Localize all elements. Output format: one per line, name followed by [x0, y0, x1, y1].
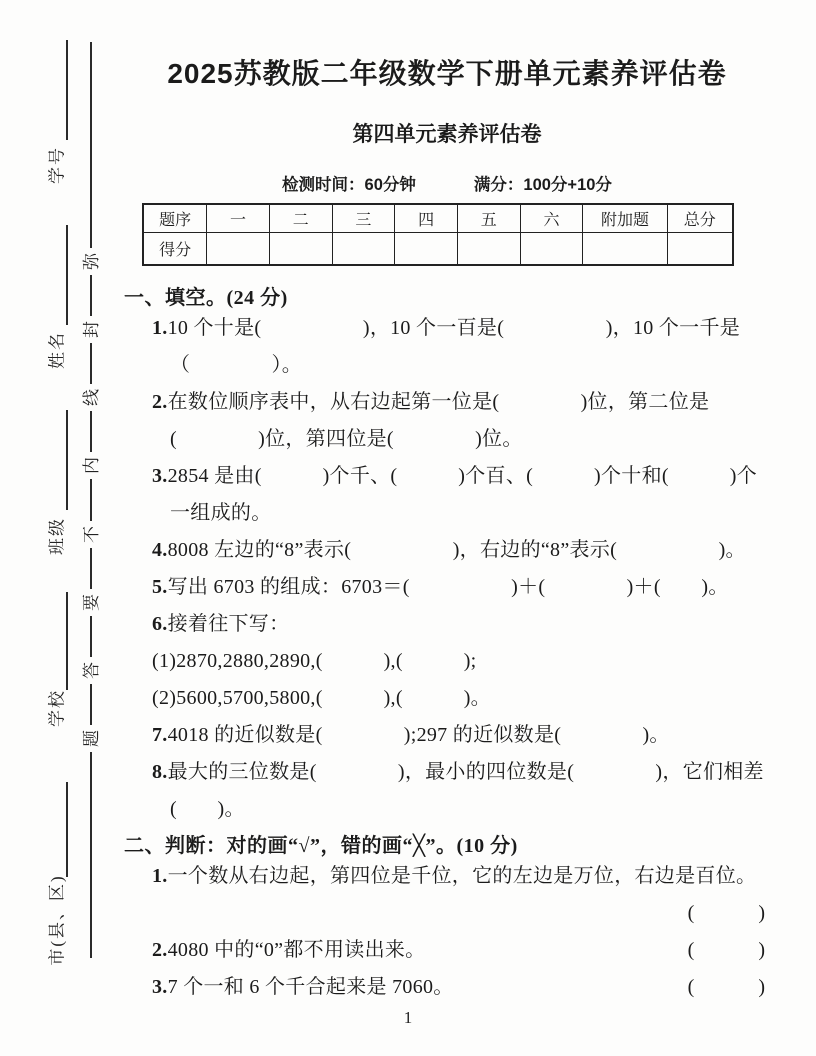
exam-fullscore-label: 满分：100分+10分 — [473, 176, 612, 194]
score-table-header-row — [143, 204, 733, 233]
class-blank-line — [66, 410, 68, 510]
seal-line-segment — [90, 548, 92, 589]
seal-line-segment — [90, 616, 92, 657]
seal-text-char: 弥 — [81, 252, 101, 270]
city-district-blank-line — [66, 782, 68, 877]
exam-info-row — [122, 171, 772, 195]
score-row-label: 得分 — [143, 233, 207, 266]
score-table-header-cell: 二 — [269, 204, 332, 233]
question-item — [152, 458, 772, 532]
unit-title: 第四单元素养评估卷 — [352, 123, 542, 146]
exam-time-label: 检测时间：60分钟 — [282, 176, 416, 194]
seal-line-segment — [90, 684, 92, 725]
score-cell-empty — [269, 233, 332, 266]
class-label: 班级 — [47, 517, 67, 555]
score-cell-empty — [395, 233, 458, 266]
score-table-header-cell: 题序 — [143, 204, 207, 233]
score-cell-empty — [207, 233, 270, 266]
city-district-label: 市(县、区) — [47, 874, 67, 966]
score-cell-empty — [667, 233, 733, 266]
question-item — [152, 717, 772, 754]
section2-heading: 二、判断：对的画“√”，错的画“╳”。(10 分) — [124, 835, 518, 857]
seal-text-char: 内 — [81, 457, 101, 475]
score-cell-empty — [583, 233, 667, 266]
question-number: 8. — [152, 761, 168, 783]
question-text: 7 个一和 6 个千合起来是 7060。 — [167, 976, 454, 998]
question-number: 4. — [152, 539, 168, 561]
question-item — [152, 754, 772, 828]
question-subitem — [152, 680, 772, 717]
student-name-blank-line — [66, 225, 68, 325]
question-item — [152, 606, 772, 643]
judge-item — [152, 932, 772, 969]
answer-paren: ( ) — [687, 939, 766, 961]
score-table-header-cell: 四 — [395, 204, 458, 233]
score-table-header-cell: 六 — [520, 204, 583, 233]
score-table — [142, 203, 734, 266]
score-cell-empty — [457, 233, 520, 266]
student-number-label: 学号 — [47, 146, 67, 184]
question-item — [152, 384, 772, 458]
seal-line-segment — [90, 752, 92, 958]
answer-paren: ( ) — [687, 976, 766, 998]
question-number: 7. — [152, 724, 168, 746]
judge-item — [152, 969, 772, 1006]
exam-title: 2025苏教版二年级数学下册单元素养评估卷 — [167, 58, 727, 89]
seal-line-column — [81, 42, 101, 958]
page-number: 1 — [403, 1008, 413, 1027]
question-number: 2. — [152, 939, 168, 961]
question-text: 一个数从右边起，第四位是千位，它的左边是万位，右边是百位。 — [167, 865, 757, 887]
seal-text-char: 封 — [81, 321, 101, 339]
score-cell-empty — [520, 233, 583, 266]
seal-line-segment — [90, 411, 92, 452]
question-text: 4080 中的“0”都不用读出来。 — [167, 939, 426, 961]
question-text: 4018 的近似数是( );297 的近似数是( )。 — [167, 724, 670, 746]
score-table-header-cell: 总分 — [667, 204, 733, 233]
score-cell-empty — [332, 233, 395, 266]
question-number: 1. — [152, 865, 168, 887]
score-table-header-cell: 附加题 — [583, 204, 667, 233]
seal-line-segment — [90, 42, 92, 248]
question-text: 写出 6703 的组成：6703＝( )＋( )＋( )。 — [167, 576, 729, 598]
answer-paren: ( ) — [687, 902, 766, 924]
seal-line-segment — [90, 275, 92, 316]
judge-text-wrap — [152, 969, 454, 1006]
question-item — [152, 569, 772, 606]
question-number: 6. — [152, 613, 168, 635]
score-table-score-row — [143, 233, 733, 266]
student-name-label: 姓名 — [47, 331, 67, 369]
judge-item — [152, 858, 772, 932]
seal-text-char: 要 — [81, 593, 101, 611]
question-number: 3. — [152, 976, 168, 998]
score-table-header-cell: 三 — [332, 204, 395, 233]
seal-text-char: 题 — [81, 730, 101, 748]
question-text: (2)5600,5700,5800,( ),( )。 — [152, 687, 491, 709]
question-text: 10 个十是( )，10 个一百是( )，10 个一千是（ ）。 — [167, 317, 741, 376]
student-number-blank-line — [66, 40, 68, 140]
question-number: 2. — [152, 391, 168, 413]
section1-heading: 一、填空。(24 分) — [124, 287, 288, 309]
score-table-header-cell: 一 — [207, 204, 270, 233]
question-number: 5. — [152, 576, 168, 598]
judge-text-wrap — [152, 932, 425, 969]
seal-line-segment — [90, 343, 92, 384]
seal-line-segment — [90, 479, 92, 520]
question-item — [152, 532, 772, 569]
question-text: (1)2870,2880,2890,( ),( ); — [152, 650, 477, 672]
score-table-header-cell: 五 — [457, 204, 520, 233]
exam-content — [122, 40, 772, 1006]
seal-text-char: 线 — [81, 389, 101, 407]
question-subitem — [152, 643, 772, 680]
school-label: 学校 — [47, 689, 67, 727]
question-text: 8008 左边的“8”表示( )，右边的“8”表示( )。 — [167, 539, 746, 561]
question-number: 1. — [152, 317, 168, 339]
judge-text-wrap — [152, 858, 766, 895]
question-text: 在数位顺序表中，从右边起第一位是( )位，第二位是( )位，第四位是( )位。 — [167, 391, 710, 450]
question-text: 接着往下写： — [167, 613, 290, 635]
seal-text-char: 不 — [81, 525, 101, 543]
question-item — [152, 310, 772, 384]
school-blank-line — [66, 592, 68, 690]
question-text: 2854 是由( )个千、( )个百、( )个十和( )个一组成的。 — [167, 465, 757, 524]
question-number: 3. — [152, 465, 168, 487]
question-text: 最大的三位数是( )，最小的四位数是( )，它们相差( )。 — [167, 761, 764, 820]
seal-text-char: 答 — [81, 661, 101, 679]
